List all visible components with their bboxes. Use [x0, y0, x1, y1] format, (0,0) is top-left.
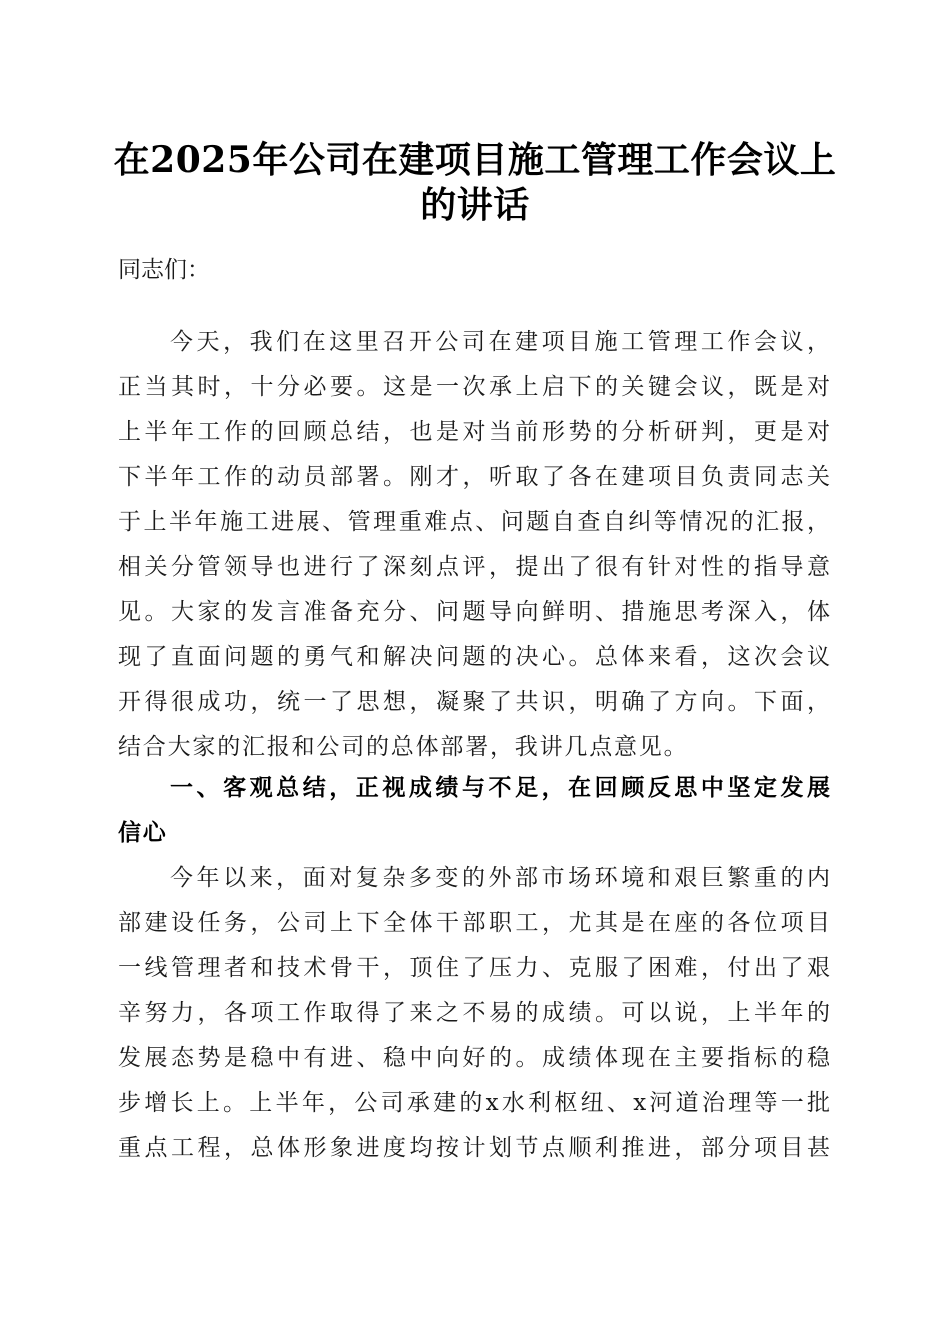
- paragraph-line: 今年以来，面对复杂多变的外部市场环境和艰巨繁重的内: [170, 865, 830, 891]
- paragraph-line: 一线管理者和技术骨干，顶住了压力、克服了困难，付出了艰: [118, 955, 830, 981]
- paragraph-line: 发展态势是稳中有进、稳中向好的。成绩体现在主要指标的稳: [118, 1045, 830, 1071]
- paragraph-line: 辛努力，各项工作取得了来之不易的成绩。可以说，上半年的: [118, 1000, 830, 1026]
- paragraph-line: 重点工程，总体形象进度均按计划节点顺利推进，部分项目甚: [118, 1135, 830, 1161]
- paragraph-line: 部建设任务，公司上下全体干部职工，尤其是在座的各位项目: [118, 910, 830, 936]
- paragraph-line: 下半年工作的动员部署。刚才，听取了各在建项目负责同志关: [118, 464, 830, 490]
- section-heading: 信心: [118, 820, 168, 846]
- paragraph-line: 开得很成功，统一了思想，凝聚了共识，明确了方向。下面，: [118, 689, 830, 715]
- salutation: 同志们：: [118, 257, 210, 283]
- paragraph-line: 于上半年施工进展、管理重难点、问题自查自纠等情况的汇报，: [118, 509, 830, 535]
- paragraph-line: 见。大家的发言准备充分、问题导向鲜明、措施思考深入，体: [118, 599, 830, 625]
- title-line: 在2025年公司在建项目施工管理工作会议上: [113, 139, 837, 181]
- paragraph-line: 上半年工作的回顾总结，也是对当前形势的分析研判，更是对: [118, 419, 830, 445]
- paragraph-line: 现了直面问题的勇气和解决问题的决心。总体来看，这次会议: [118, 644, 830, 670]
- paragraph-line: 正当其时，十分必要。这是一次承上启下的关键会议，既是对: [118, 374, 830, 400]
- paragraph-line: 结合大家的汇报和公司的总体部署，我讲几点意见。: [118, 734, 689, 760]
- paragraph-line: 相关分管领导也进行了深刻点评，提出了很有针对性的指导意: [118, 554, 830, 580]
- paragraph-line: 步增长上。上半年，公司承建的x水利枢纽、x河道治理等一批: [118, 1090, 830, 1116]
- document-title: [100, 138, 850, 228]
- title-line: 的讲话: [420, 184, 530, 226]
- paragraph-line: 今天，我们在这里召开公司在建项目施工管理工作会议，: [170, 329, 830, 355]
- section-heading: 一、客观总结，正视成绩与不足，在回顾反思中坚定发展: [170, 775, 830, 801]
